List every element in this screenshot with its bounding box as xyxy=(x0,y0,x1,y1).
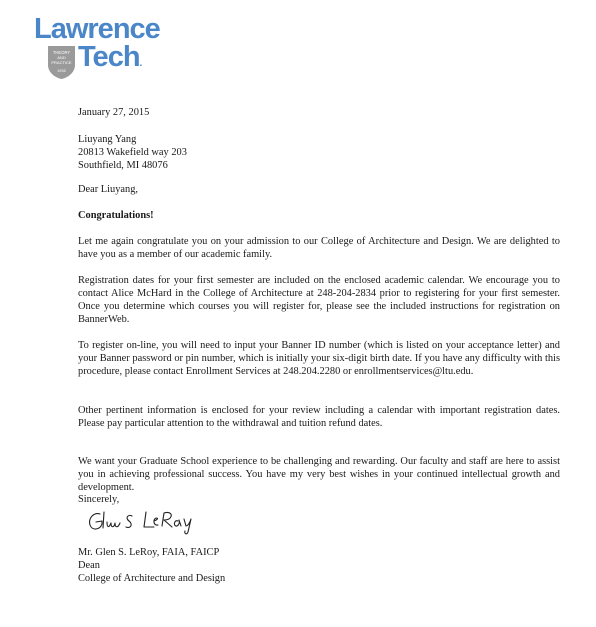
shield-text-3: PRACTICE xyxy=(51,60,72,65)
lawrence-tech-logo xyxy=(34,14,174,84)
signature-block xyxy=(78,546,225,585)
paragraph-4: Other pertinent information is enclosed for your review including a calendar with important registration dates. Please pay particular attention to the withdrawal and tuition refund dates. xyxy=(78,405,560,429)
signer-title: Dean xyxy=(78,560,100,571)
logo-word-lawrence: Lawrence xyxy=(34,13,160,45)
signer-name: Mr. Glen S. LeRoy, FAIA, FAICP xyxy=(78,547,220,558)
shield-text-1: THEORY xyxy=(52,50,71,55)
recipient-street: 20813 Wakefield way 203 xyxy=(78,147,187,158)
signer-department: College of Architecture and Design xyxy=(78,573,226,584)
congratulations-heading: Congratulations! xyxy=(78,210,154,221)
recipient-name: Liuyang Yang xyxy=(78,134,137,145)
closing: Sincerely, xyxy=(78,494,120,505)
salutation: Dear Liuyang, xyxy=(78,184,139,195)
logo-word-tech: Tech. xyxy=(78,41,142,73)
shield-icon xyxy=(47,45,76,80)
letter-date: January 27, 2015 xyxy=(78,107,150,118)
shield-text-4: 1932 xyxy=(57,68,66,73)
paragraph-1: Let me again congratulate you on your admission to our College of Architecture and Design. We are delighted to have you as a member of our academic family. xyxy=(78,236,560,260)
paragraph-2: Registration dates for your first semester are included on the enclosed academic calendar. We encourage you to contact Alice McHard in the College of Architecture at 248-204-2834 prior to registering for your first semester. Once you determine which courses you will register for, please see the included instructions for registration on BannerWeb. xyxy=(78,275,560,325)
shield-text-2: AND xyxy=(57,55,66,60)
recipient-city: Southfield, MI 48076 xyxy=(78,160,168,171)
paragraph-5: We want your Graduate School experience to be challenging and rewarding. Our faculty and staff are here to assist you in achieving professional success. You have my very best wishes in your continued intellectual growth and development. xyxy=(78,456,560,493)
recipient-address xyxy=(78,133,187,172)
handwritten-signature xyxy=(84,506,234,536)
paragraph-3: To register on-line, you will need to input your Banner ID number (which is listed on your acceptance letter) and your Banner password or pin number, which is initially your six-digit birth date. If you have any difficulty with this procedure, please contact Enrollment Services at 248.204.2280 or enrollmentservices@ltu.edu. xyxy=(78,340,560,377)
